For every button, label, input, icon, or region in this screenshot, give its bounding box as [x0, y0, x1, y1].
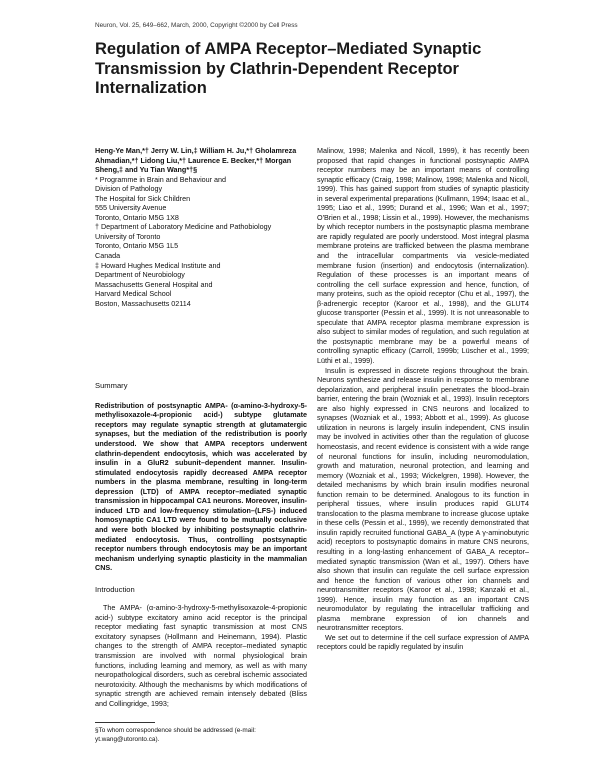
affiliation-line: Toronto, Ontario M5G 1X8 [95, 212, 179, 222]
affiliation-line: Division of Pathology [95, 184, 163, 194]
affiliation-line: * Programme in Brain and Behaviour and [95, 174, 227, 184]
affiliation-line: Canada [95, 251, 121, 261]
article-title: Regulation of AMPA Receptor–Mediated Synaptic Transmission by Clathrin-Dependent Receptor Internalization [95, 40, 482, 97]
affiliation-line: The Hospital for Sick Children [95, 193, 191, 203]
correspondence-footnote: §To whom correspondence should be addressed (e-mail: yt.wang@utoronto.ca). [95, 727, 256, 743]
affiliation-line: † Department of Laboratory Medicine and Pathobiology [95, 222, 272, 232]
left-column [95, 146, 307, 744]
affiliation-line: Harvard Medical School [95, 289, 172, 299]
author-list: Heng-Ye Man,*† Jerry W. Lin,‡ William H. Ju,*† Gholamreza Ahmadian,*† Lidong Liu,*† Laurence E. Becker,*† Morgan Sheng,‡ and Yu Tian Wang*†§ [95, 146, 297, 175]
affiliation-line: Department of Neurobiology [95, 270, 185, 280]
affiliation-line: Boston, Massachusetts 02114 [95, 298, 191, 308]
running-head: Neuron, Vol. 25, 649–662, March, 2000, Copyright ©2000 by Cell Press [95, 22, 298, 29]
affiliation-line: ‡ Howard Hughes Medical Institute and [95, 260, 221, 270]
affiliation-line: Toronto, Ontario M5G 1L5 [95, 241, 179, 251]
summary-heading: Summary [95, 381, 128, 391]
introduction-heading: Introduction [95, 584, 135, 594]
introduction-paragraph: The AMPA- (α-amino-3-hydroxy-5-methylisoxazole-4-propionic acid-) subtype excitatory amino acid receptor is the principal receptor mediating fast synaptic transmission at most CNS excitatory synapses (Hollmann and Heinemann, 1994). Plastic changes to the strength of AMPA receptor–mediated synaptic transmission are involved with normal physiological brain functions, including learning and memory, as well as with many neuropathological disorders, such as cerebral ischemic associated neurotoxicity. Although the mechanisms by which modifications of synaptic strength are achieved remain intensely debated (Bliss and Collingridge, 1993; [95, 603, 307, 708]
affiliation-line: University of Toronto [95, 231, 161, 241]
affiliation-line: 555 University Avenue [95, 203, 167, 213]
right-column [317, 146, 529, 652]
footnote-divider [95, 722, 155, 723]
summary-paragraph: Redistribution of postsynaptic AMPA- (α-amino-3-hydroxy-5-methylisoxazole-4-propionic acid-) subtype glutamate receptors may regulate synaptic strength at glutamatergic synapses, but the mediation of the redistribution is poorly understood. We show that AMPA receptors underwent clathrin-dependent endocytosis, which was accelerated by insulin in a GluR2 subunit–dependent manner. Insulin-stimulated endocytosis rapidly decreased AMPA receptor numbers in the plasma membrane, resulting in long-term depression (LTD) of AMPA receptor–mediated synaptic transmission in hippocampal CA1 neurons. Moreover, insulin-induced LTD and low-frequency stimulation–(LFS-) induced homosynaptic CA1 LTD were found to be mutually occlusive and were both blocked by inhibiting postsynaptic clathrin-mediated endocytosis. Thus, controlling postsynaptic receptor numbers through endocytosis may be an important mechanism underlying synaptic plasticity in the mammalian CNS. [95, 400, 307, 573]
body-paragraph: We set out to determine if the cell surface expression of AMPA receptors could be rapidly regulated by insulin [317, 632, 529, 652]
affiliations [95, 175, 307, 309]
body-paragraph: Insulin is expressed in discrete regions throughout the brain. Neurons synthesize and release insulin in response to membrane depolarization, and peripheral insulin penetrates the blood–brain barrier, entering the brain (Wozniak et al., 1993). Insulin receptors are also highly expressed in CNS neurons and localized to synapses (Wozniak et al., 1993; Abbott et al., 1999). As glucose utilization in neurons is largely insulin independent, CNS insulin may be involved in activities other than the regulation of glucose homeostasis, and recent evidence is consistent with a wide range of neuronal functions for insulin, including neuromodulation, growth and maturation, neuronal protection, and learning and memory (Wozniak et al., 1993; Wickelgren, 1998). However, the detailed mechanisms by which brain insulin modifies neuronal function remain to be determined. Analogous to its function in peripheral tissues, where insulin produces rapid GLUT4 translocation to the plasma membrane to increase glucose uptake in these cells (Pessin et al., 1999), we recently demonstrated that insulin rapidly recruited functional GABA_A (type A γ-aminobutyric acid) receptors to postsynaptic domains in mature CNS neurons, resulting in a long-lasting enhancement of GABA_A receptor–mediated synaptic transmission (Wan et al., 1997). Others have also shown that insulin can regulate the cell surface expression and hence the function of various other ion channels and neurotransmitter receptors (Karoor et al., 1998; Kanzaki et al., 1999). Hence, insulin may function as an important CNS neuromodulator by regulating the intracellular trafficking and plasma membrane expression of ion channels and neurotransmitter receptors. [317, 365, 529, 633]
affiliation-line: Massachusetts General Hospital and [95, 279, 213, 289]
body-paragraph: Malinow, 1998; Malenka and Nicoll, 1999), it has recently been proposed that rapid changes in functional postsynaptic AMPA receptor numbers may be an important means of controlling synaptic efficacy (Craig, 1998; Malinow, 1998; Malenka and Nicoll, 1999). This has gained support from studies of synaptic plasticity in several experimental preparations (Kullmann, 1994; Isaac et al., 1995; Liao et al., 1995; Durand et al., 1996; Wan et al., 1997; O'Brien et al., 1998; Lissin et al., 1999). However, the mechanisms by which receptor numbers in the postsynaptic plasma membrane are rapidly regulated are poorly understood. Most integral plasma membrane proteins are trafficked between the plasma membrane and the intracellular compartments via vesicle-mediated membrane fusion (insertion) and endocytosis (internalization). Regulation of these processes is an important means of controlling the cell surface expression and hence, function, of many proteins, such as the opioid receptor (Chu et al., 1997), the β-adrenergic receptor (Karoor et al., 1998), and the GLUT4 glucose transporter (Pessin et al., 1999). It is not unreasonable to speculate that AMPA receptor plasma membrane expression is also subject to similar modes of regulation, and such regulation at the postsynaptic membrane may be a powerful means of controlling synaptic efficacy (Carroll, 1999b; Lüscher et al., 1999; Lüthi et al., 1999). [317, 146, 529, 366]
